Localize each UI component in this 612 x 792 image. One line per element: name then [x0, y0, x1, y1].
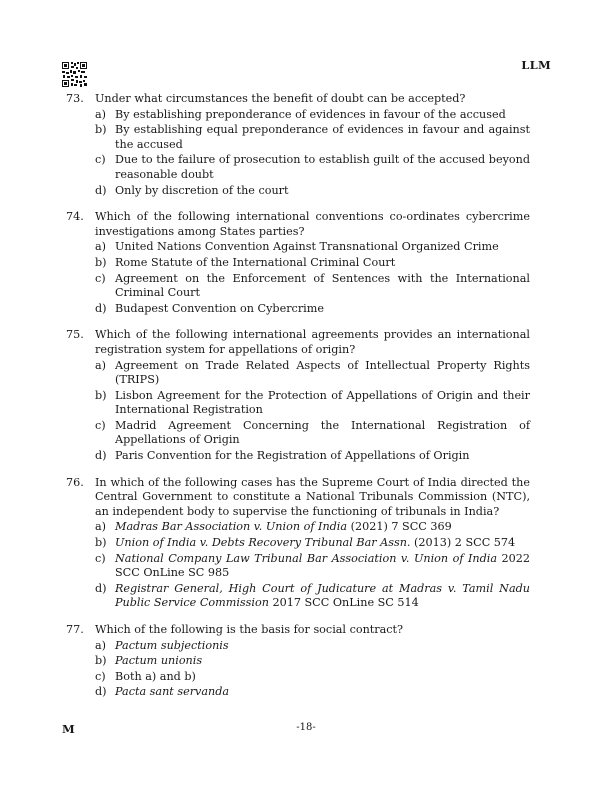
option-list: [66, 240, 530, 316]
option-label: b): [95, 388, 107, 402]
option-plain-text: Rome Statute of the International Criminal Court: [115, 255, 396, 269]
qr-code-icon: [62, 62, 87, 87]
option-c: [66, 153, 530, 182]
option-list: [66, 520, 530, 611]
question-number: 75.: [66, 328, 84, 342]
case-name: National Company Law Tribunal Bar Association v. Union of India: [115, 551, 498, 565]
option-label: d): [95, 449, 107, 463]
option-d: [66, 582, 530, 611]
case-name: Union of India v. Debts Recovery Tribunal Bar Assn.: [115, 536, 411, 550]
option-text: [115, 536, 530, 551]
option-b: [66, 256, 530, 271]
option-text: [115, 123, 530, 152]
option-b: [66, 389, 530, 418]
case-name: Pacta sant servanda: [115, 685, 230, 699]
option-label: b): [95, 654, 107, 668]
option-plain-text: Due to the failure of prosecution to establish guilt of the accused beyond reasonable doubt: [115, 153, 530, 181]
option-a: [66, 108, 530, 123]
option-label: d): [95, 581, 107, 595]
option-text: [115, 419, 530, 448]
case-name: Registrar General, High Court of Judicature at Madras v. Tamil Nadu Public Service Commission: [115, 581, 530, 610]
option-label: b): [95, 536, 107, 550]
option-a: [66, 359, 530, 388]
option-text: [115, 184, 530, 199]
option-text: [115, 654, 530, 669]
option-text: [115, 449, 530, 464]
option-c: [66, 552, 530, 581]
question-77: [66, 623, 530, 700]
option-label: b): [95, 123, 107, 137]
option-d: [66, 449, 530, 464]
question-75: [66, 328, 530, 463]
option-a: [66, 520, 530, 535]
option-label: c): [95, 153, 106, 167]
option-c: [66, 419, 530, 448]
page-number: -18-: [296, 722, 316, 733]
case-name: Madras Bar Association v. Union of India: [115, 520, 348, 534]
case-citation: 2017 SCC OnLine SC 514: [268, 596, 419, 610]
option-text: [115, 582, 530, 611]
series-code: M: [62, 722, 75, 736]
option-text: [115, 520, 530, 535]
option-text: [115, 552, 530, 581]
question-number: 77.: [66, 623, 84, 636]
question-76: [66, 476, 530, 611]
option-text: [115, 153, 530, 182]
option-text: [115, 272, 530, 301]
option-list: [66, 639, 530, 700]
option-label: c): [95, 551, 106, 565]
question-74: [66, 210, 530, 316]
option-plain-text: By establishing equal preponderance of evidences in favour and against the accused: [115, 123, 530, 151]
option-text: [115, 670, 530, 685]
option-label: d): [95, 301, 107, 315]
option-d: [66, 302, 530, 317]
option-label: c): [95, 271, 106, 285]
case-citation: 2022 SCC OnLine SC 985: [115, 551, 531, 580]
option-plain-text: Agreement on the Enforcement of Sentences with the International Criminal Court: [115, 271, 530, 300]
question-text: In which of the following cases has the Supreme Court of India directed the Central Government to constitute a National Tribunals Commission (NTC), an independent body to supervise the functioning of tribunals in India?: [95, 475, 530, 518]
question-number: 74.: [66, 210, 84, 224]
option-text: [115, 240, 530, 255]
option-plain-text: Only by discretion of the court: [115, 183, 289, 197]
question-text: Which of the following international conventions co-ordinates cybercrime investigations among States parties?: [95, 210, 530, 238]
option-label: a): [95, 520, 107, 534]
option-a: [66, 639, 530, 654]
case-citation: (2021) 7 SCC 369: [347, 520, 452, 534]
option-label: a): [95, 240, 107, 254]
option-text: [115, 108, 530, 123]
option-list: [66, 359, 530, 464]
question-text: Which of the following is the basis for social contract?: [95, 623, 404, 636]
option-label: d): [95, 183, 107, 197]
case-name: Pactum unionis: [115, 654, 203, 668]
option-text: [115, 359, 530, 388]
option-plain-text: Both a) and b): [115, 669, 196, 683]
option-list: [66, 108, 530, 199]
option-plain-text: Agreement on Trade Related Aspects of Intellectual Property Rights (TRIPS): [115, 358, 530, 387]
paper-code: LLM: [521, 58, 551, 72]
question-number: 73.: [66, 92, 84, 105]
option-c: [66, 272, 530, 301]
option-label: b): [95, 255, 107, 269]
question-73: [66, 92, 530, 198]
option-b: [66, 654, 530, 669]
option-plain-text: Lisbon Agreement for the Protection of Appellations of Origin and their International Registration: [115, 388, 530, 417]
option-text: [115, 256, 530, 271]
option-label: a): [95, 107, 107, 121]
question-list: [66, 92, 530, 712]
option-plain-text: Paris Convention for the Registration of Appellations of Origin: [115, 449, 470, 463]
option-label: c): [95, 418, 106, 432]
option-a: [66, 240, 530, 255]
question-text: Which of the following international agreements provides an international registration system for appellations of origin?: [95, 328, 530, 356]
option-plain-text: Madrid Agreement Concerning the International Registration of Appellations of Origin: [115, 418, 530, 447]
option-text: [115, 302, 530, 317]
case-citation: (2013) 2 SCC 574: [410, 536, 516, 550]
option-label: d): [95, 685, 107, 699]
option-b: [66, 536, 530, 551]
option-text: [115, 639, 530, 654]
option-plain-text: By establishing preponderance of evidences in favour of the accused: [115, 107, 506, 121]
question-text: Under what circumstances the benefit of doubt can be accepted?: [95, 92, 466, 105]
option-text: [115, 685, 530, 700]
option-plain-text: Budapest Convention on Cybercrime: [115, 301, 324, 315]
option-text: [115, 389, 530, 418]
option-d: [66, 685, 530, 700]
option-d: [66, 184, 530, 199]
option-label: a): [95, 358, 107, 372]
option-plain-text: United Nations Convention Against Transnational Organized Crime: [115, 240, 499, 254]
option-c: [66, 670, 530, 685]
question-number: 76.: [66, 475, 84, 489]
option-b: [66, 123, 530, 152]
case-name: Pactum subjectionis: [115, 638, 229, 652]
option-label: c): [95, 669, 106, 683]
option-label: a): [95, 638, 107, 652]
